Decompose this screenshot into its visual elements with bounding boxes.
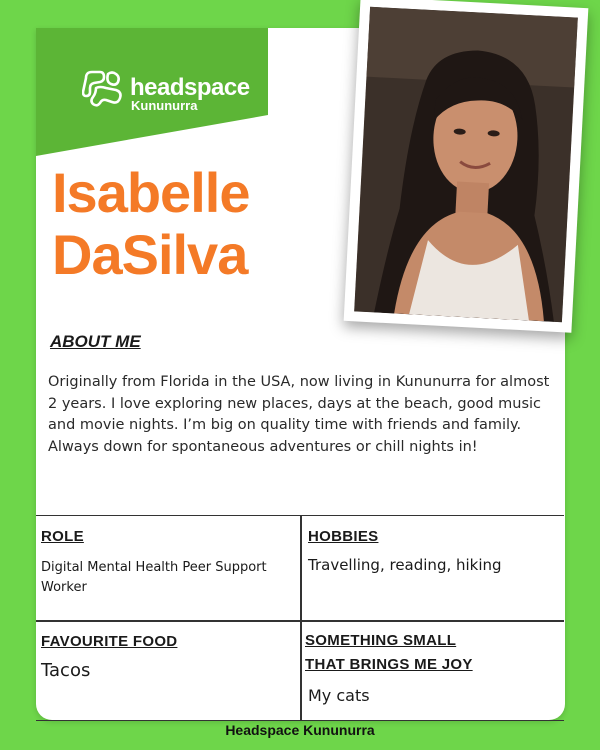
profile-photo-frame bbox=[344, 0, 589, 333]
joy-title-line1: SOMETHING SMALL bbox=[305, 632, 457, 649]
details-grid bbox=[36, 515, 564, 721]
logo-wordmark: headspace bbox=[130, 74, 250, 101]
joy-title-line2: THAT BRINGS ME JOY bbox=[305, 656, 473, 673]
headspace-logo-icon bbox=[82, 68, 124, 108]
hobbies-title: HOBBIES bbox=[308, 528, 379, 545]
about-heading: ABOUT ME bbox=[50, 332, 141, 351]
joy-value: My cats bbox=[308, 686, 370, 705]
last-name: DaSilva bbox=[52, 223, 248, 286]
first-name: Isabelle bbox=[52, 161, 250, 224]
person-name bbox=[52, 162, 249, 286]
food-title: FAVOURITE FOOD bbox=[41, 633, 178, 650]
hobbies-value: Travelling, reading, hiking bbox=[308, 556, 502, 574]
food-value: Tacos bbox=[41, 660, 91, 681]
about-text: Originally from Florida in the USA, now living in Kununurra for almost 2 years. I love exploring new places, days at the beach, good music and movie nights. I’m big on quality time with friends and family. Always down for spontaneous adventures or chill nights in! bbox=[48, 374, 550, 455]
portrait-illustration bbox=[354, 7, 578, 322]
profile-photo bbox=[354, 7, 578, 322]
footer-text: Headspace Kununurra bbox=[225, 722, 375, 738]
grid-horizontal-divider bbox=[36, 620, 564, 622]
grid-vertical-divider bbox=[300, 516, 302, 720]
logo-location: Kununurra bbox=[131, 98, 198, 113]
role-value: Digital Mental Health Peer Support Worker bbox=[41, 560, 267, 595]
role-title: ROLE bbox=[41, 528, 84, 545]
